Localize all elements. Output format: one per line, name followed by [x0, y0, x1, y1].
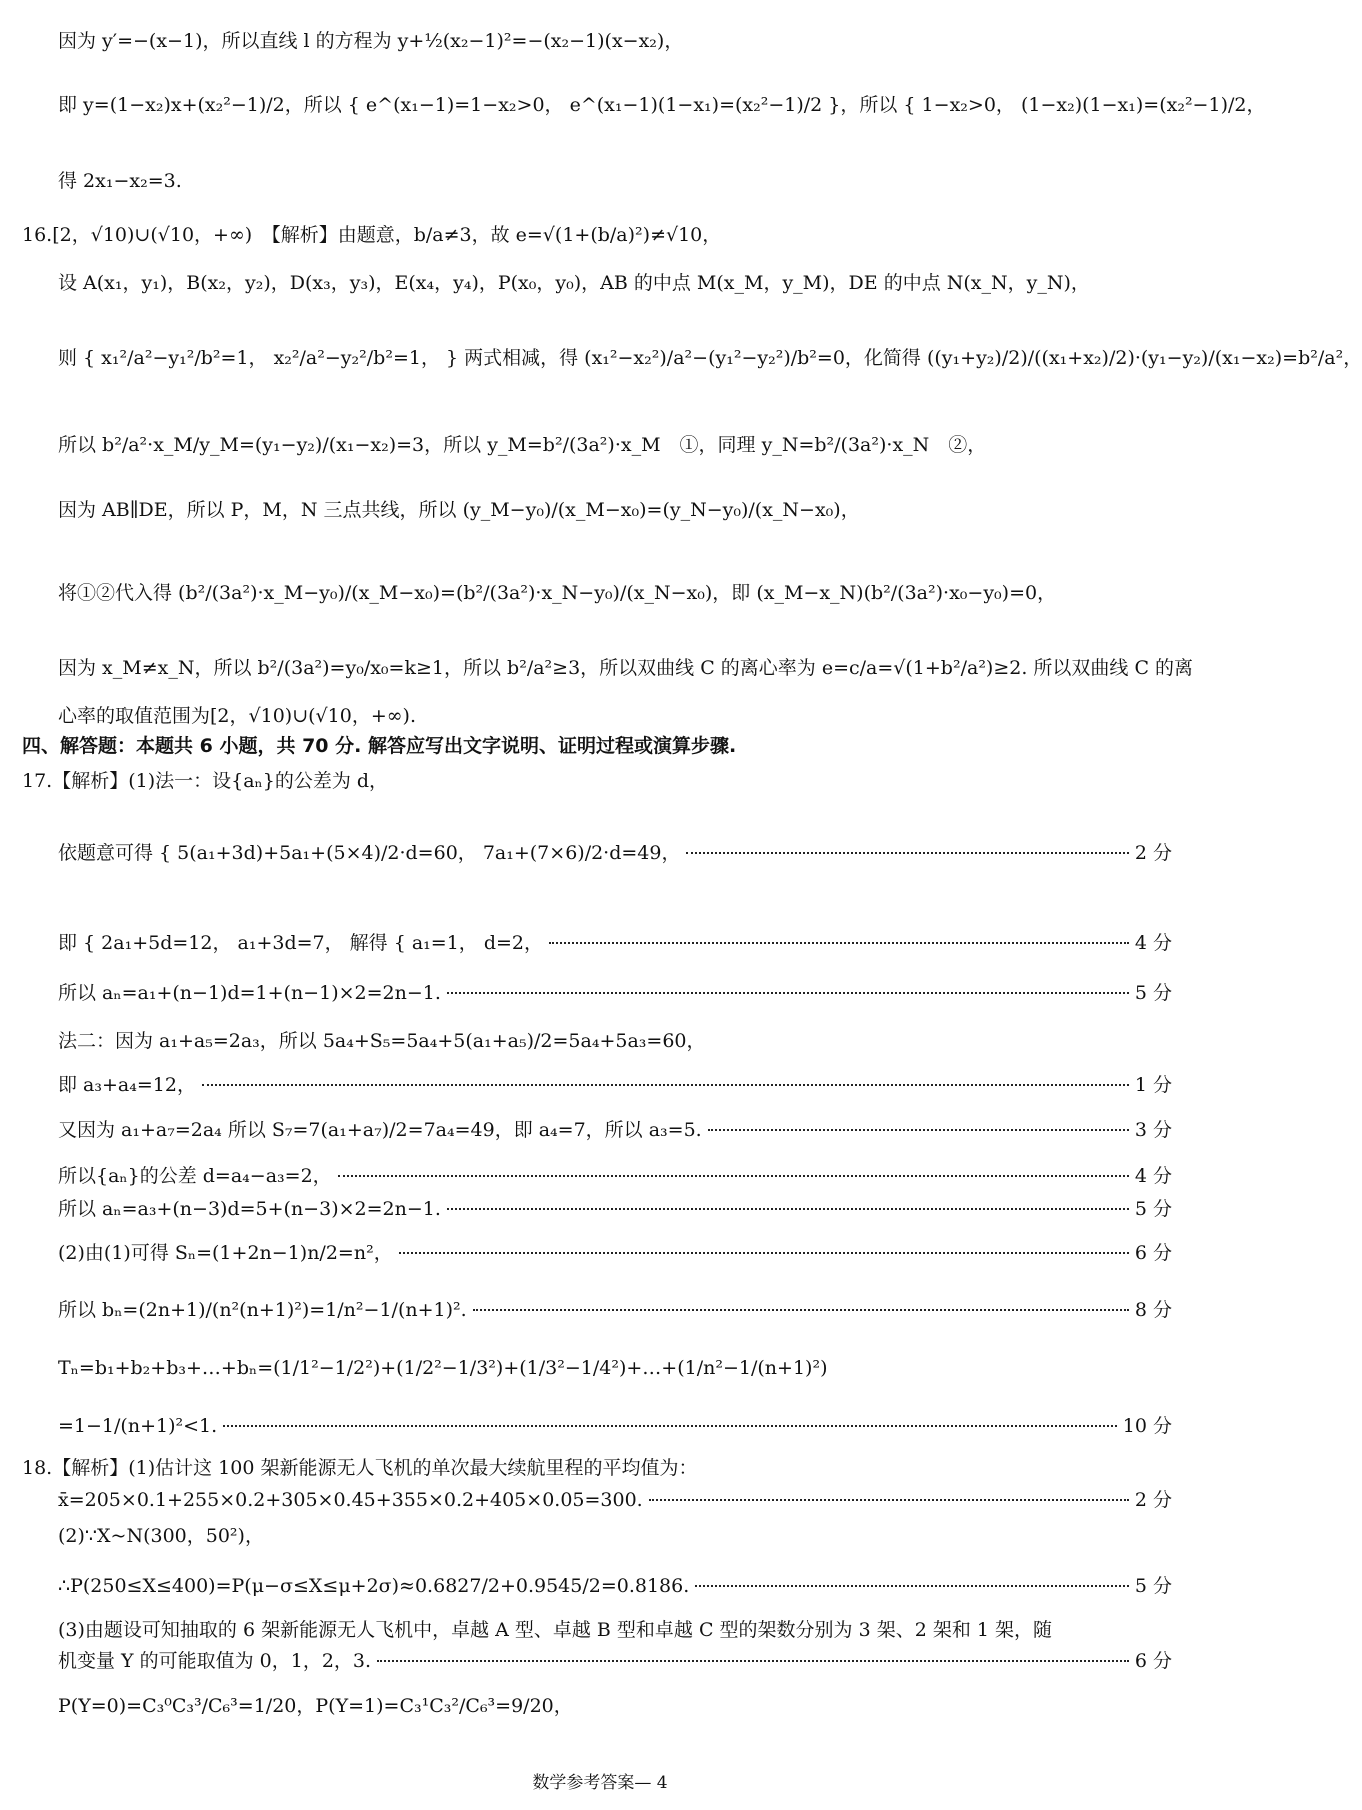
text-line: 四、解答题：本题共 6 小题，共 70 分. 解答应写出文字说明、证明过程或演算步骤.	[22, 735, 737, 757]
scored-step	[58, 1487, 1172, 1513]
scored-step	[58, 980, 1172, 1006]
score-label: 5 分	[1134, 982, 1172, 1004]
score-label: 6 分	[1134, 1242, 1172, 1264]
text-line: 心率的取值范围为[2，√10)∪(√10，+∞).	[58, 705, 417, 727]
leader-dots	[377, 1660, 1129, 1662]
leader-dots	[695, 1585, 1129, 1587]
step-text: 即 a₃+a₄=12，	[58, 1074, 196, 1096]
score-label: 5 分	[1134, 1575, 1172, 1597]
text-line: 因为 y′=−(x−1)，所以直线 l 的方程为 y+½(x₂−1)²=−(x₂−1)(x−x₂)，	[58, 30, 684, 52]
scored-step	[58, 930, 1172, 956]
leader-dots	[473, 1309, 1129, 1311]
leader-dots	[549, 942, 1129, 944]
text-line: 将①②代入得 (b²/(3a²)·x_M−y₀)/(x_M−x₀)=(b²/(3a²)·x_N−y₀)/(x_N−x₀)，即 (x_M−x_N)(b²/(3a²)·x₀−y₀)=0，	[58, 582, 1057, 604]
text-line: 因为 AB∥DE，所以 P，M，N 三点共线，所以 (y_M−y₀)/(x_M−x₀)=(y_N−y₀)/(x_N−x₀)，	[58, 499, 860, 521]
score-label: 4 分	[1134, 932, 1172, 954]
score-label: 6 分	[1134, 1650, 1172, 1672]
scored-step	[58, 1240, 1172, 1266]
scored-step	[58, 1117, 1172, 1143]
step-text: 所以 aₙ=a₁+(n−1)d=1+(n−1)×2=2n−1.	[58, 982, 441, 1004]
leader-dots	[708, 1129, 1129, 1131]
leader-dots	[399, 1252, 1129, 1254]
score-label: 4 分	[1134, 1165, 1172, 1187]
text-line: 即 y=(1−x₂)x+(x₂²−1)/2，所以 { e^(x₁−1)=1−x₂>0， e^(x₁−1)(1−x₁)=(x₂²−1)/2 }，所以 { 1−x₂>0， (1−x₂)(1−x₁)=(x₂²−1)/2，	[58, 94, 1266, 116]
leader-dots	[447, 1208, 1129, 1210]
leader-dots	[447, 992, 1129, 994]
leader-dots	[338, 1175, 1129, 1177]
step-text: 所以 aₙ=a₃+(n−3)d=5+(n−3)×2=2n−1.	[58, 1198, 441, 1220]
step-text: x̄=205×0.1+255×0.2+305×0.45+355×0.2+405×0.05=300.	[58, 1489, 643, 1511]
text-line: 16.[2，√10)∪(√10，+∞) 【解析】由题意，b/a≠3，故 e=√(1+(b/a)²)≠√10，	[22, 224, 722, 246]
step-text: 所以 bₙ=(2n+1)/(n²(n+1)²)=1/n²−1/(n+1)².	[58, 1299, 467, 1321]
step-text: (2)由(1)可得 Sₙ=(1+2n−1)n/2=n²，	[58, 1242, 393, 1264]
text-line: Tₙ=b₁+b₂+b₃+…+bₙ=(1/1²−1/2²)+(1/2²−1/3²)+(1/3²−1/4²)+…+(1/n²−1/(n+1)²)	[58, 1357, 828, 1379]
text-line: 18.【解析】(1)估计这 100 架新能源无人飞机的单次最大续航里程的平均值为：	[22, 1457, 698, 1479]
scored-step	[58, 1413, 1172, 1439]
scored-step	[58, 1072, 1172, 1098]
score-label: 10 分	[1122, 1415, 1172, 1437]
score-label: 2 分	[1134, 1489, 1172, 1511]
leader-dots	[649, 1499, 1129, 1501]
step-text: 即 { 2a₁+5d=12， a₁+3d=7， 解得 { a₁=1， d=2，	[58, 932, 544, 954]
text-line: 所以 b²/a²·x_M/y_M=(y₁−y₂)/(x₁−x₂)=3，所以 y_M=b²/(3a²)·x_M ①，同理 y_N=b²/(3a²)·x_N ②，	[58, 434, 987, 456]
step-text: 依题意可得 { 5(a₁+3d)+5a₁+(5×4)/2·d=60， 7a₁+(7×6)/2·d=49，	[58, 842, 681, 864]
score-label: 2 分	[1134, 842, 1172, 864]
scored-step	[58, 1297, 1172, 1323]
leader-dots	[202, 1084, 1129, 1086]
step-text: 又因为 a₁+a₇=2a₄ 所以 S₇=7(a₁+a₇)/2=7a₄=49，即 a₄=7，所以 a₃=5.	[58, 1119, 702, 1141]
leader-dots	[686, 852, 1128, 854]
text-line: (3)由题设可知抽取的 6 架新能源无人飞机中，卓越 A 型、卓越 B 型和卓越 C 型的架数分别为 3 架、2 架和 1 架，随	[58, 1619, 1053, 1641]
text-line: 法二：因为 a₁+a₅=2a₃，所以 5a₄+S₅=5a₄+5(a₁+a₅)/2=5a₄+5a₃=60，	[58, 1030, 706, 1052]
text-line: (2)∵X~N(300，50²)，	[58, 1525, 264, 1547]
score-label: 1 分	[1134, 1074, 1172, 1096]
scored-step	[58, 1573, 1172, 1599]
score-label: 8 分	[1134, 1299, 1172, 1321]
step-text: 机变量 Y 的可能取值为 0，1，2，3.	[58, 1650, 372, 1672]
scored-step	[58, 840, 1172, 866]
scored-step	[58, 1196, 1172, 1222]
leader-dots	[223, 1425, 1117, 1427]
text-line: 则 { x₁²/a²−y₁²/b²=1， x₂²/a²−y₂²/b²=1， } 两式相减，得 (x₁²−x₂²)/a²−(y₁²−y₂²)/b²=0，化简得 ((y₁+y₂)/2)/((x₁+x₂)/2)·(y₁−y₂)/(x₁−x₂)=b²/a²，	[58, 347, 1362, 369]
text-line: 得 2x₁−x₂=3.	[58, 170, 182, 192]
score-label: 5 分	[1134, 1198, 1172, 1220]
scored-step	[58, 1163, 1172, 1189]
score-label: 3 分	[1134, 1119, 1172, 1141]
step-text: 所以{aₙ}的公差 d=a₄−a₃=2，	[58, 1165, 332, 1187]
text-line: 因为 x_M≠x_N，所以 b²/(3a²)=y₀/x₀=k≥1，所以 b²/a²≥3，所以双曲线 C 的离心率为 e=c/a=√(1+b²/a²)≥2. 所以双曲线 C 的离	[58, 657, 1194, 679]
scored-step	[58, 1648, 1172, 1674]
text-line: P(Y=0)=C₃⁰C₃³/C₆³=1/20，P(Y=1)=C₃¹C₃²/C₆³=9/20，	[58, 1695, 573, 1717]
step-text: =1−1/(n+1)²<1.	[58, 1415, 218, 1437]
step-text: ∴P(250≤X≤400)=P(μ−σ≤X≤μ+2σ)≈0.6827/2+0.9545/2=0.8186.	[58, 1575, 690, 1597]
page-footer: 数学参考答案— 4	[532, 1773, 668, 1793]
text-line: 17.【解析】(1)法一：设{aₙ}的公差为 d，	[22, 770, 389, 792]
text-line: 设 A(x₁，y₁)，B(x₂，y₂)，D(x₃，y₃)，E(x₄，y₄)，P(x₀，y₀)，AB 的中点 M(x_M，y_M)，DE 的中点 N(x_N，y_N)，	[58, 272, 1090, 294]
